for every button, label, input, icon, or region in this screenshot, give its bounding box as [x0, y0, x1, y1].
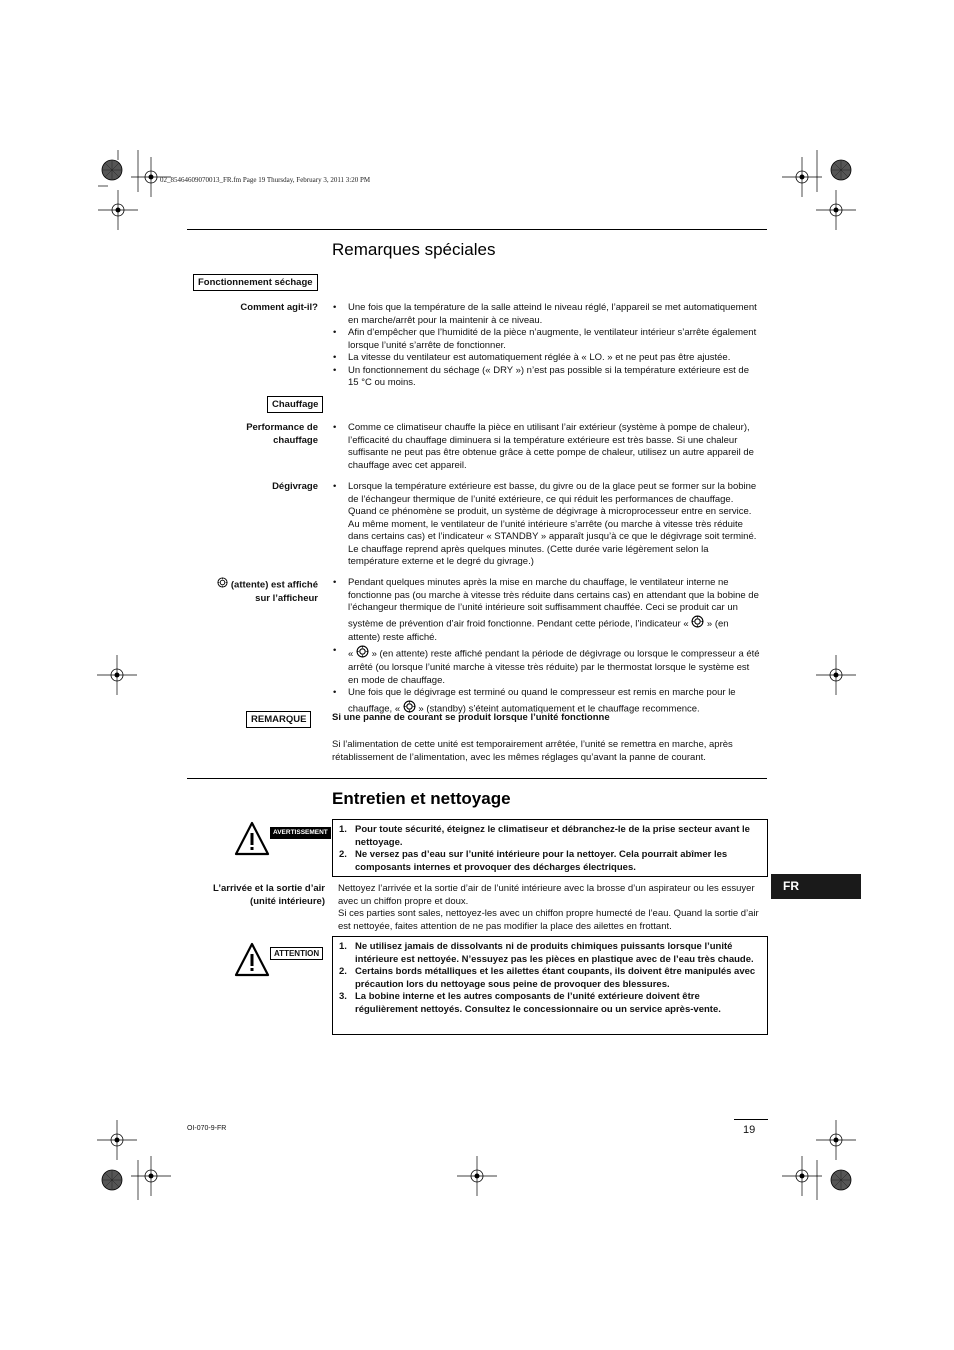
how-bullet-item: • La vitesse du ventilateur est automatiquement réglée à « LO. » et ne peut pas être ajustée.	[332, 352, 760, 365]
file-header-line: 02_85464609070013_FR.fm Page 19 Thursday, February 3, 2011 3:20 PM	[160, 176, 371, 184]
inlet-text: Nettoyez l’arrivée et la sortie d’air de l’unité intérieure avec la brosse d’un aspirateur ou les essuyer avec un chiffon propre et doux. Si ces parties sont sales, nettoyez-les avec un chiffon propre humecté de l’eau. Quand la sortie d’air est nettoyée, faites attention de ne pas modifier la place des ailettes en frottant.	[338, 883, 759, 932]
mid-rule	[187, 778, 767, 779]
caution-box	[332, 936, 768, 1035]
how-bullet-item: • Afin d’empêcher que l’humidité de la pièce n’augmente, le ventilateur intérieur s’arrête également lorsque l’unité s’arrête de fonctionner.	[332, 327, 760, 352]
page-number-rule	[734, 1119, 768, 1120]
standby-gear-icon	[217, 577, 228, 593]
standby-bullet-2: • « » (en attente) reste affiché pendant la période de dégivrage ou lorsque le compresseur a été arrêté (ou lorsque l’unité marche à vitesse très réduite) par le thermostat lorsque le système est en mode de chauffage.	[332, 645, 760, 688]
tag-attention: ATTENTION	[270, 947, 323, 960]
label-comment-agit: Comment agit-il?	[240, 302, 318, 313]
tag-chauffage: Chauffage	[267, 396, 323, 413]
how-bullet-item: • Un fonctionnement du séchage (« DRY ») n’est pas possible si la température extérieure est de 15 °C ou moins.	[332, 365, 760, 390]
standby-gear-icon	[691, 615, 704, 633]
section-title-remarques: Remarques spéciales	[332, 240, 496, 259]
tag-remarque: REMARQUE	[246, 711, 311, 728]
page-number: 19	[743, 1124, 756, 1136]
top-rule	[187, 229, 767, 230]
warning-item: 1. Pour toute sécurité, éteignez le climatiseur et débranchez-le de la prise secteur avant le nettoyage.	[339, 824, 750, 848]
label-arrivee-sortie-air: L’arrivée et la sortie d’air (unité intérieure)	[213, 883, 325, 907]
note-text: Si l’alimentation de cette unité est temporairement arrêtée, l’unité se remettra en marche, après rétablissement de l’alimentation, avec les mêmes réglages qu’avant la panne de courant.	[332, 739, 733, 763]
how-bullets	[332, 302, 760, 390]
warning-triangle-icon	[234, 821, 270, 857]
standby-bullets	[332, 577, 760, 717]
defrost-bullet-item: • Lorsque la température extérieure est basse, du givre ou de la glace peut se former sur la bobine de l’échangeur thermique de l’unité extérieure, ce qui réduit les performances de chauffage. Quand ce phénomène se produit, un système de dégivrage à microprocesseur entre en service. Au même moment, le ventilateur de l’unité intérieure s’arrête (ou marche à vitesse très réduite dans certains cas) et l’indicateur « STANDBY » apparaît jusqu’à ce que le dégivrage soit terminé. Le chauffage reprend après quelques minutes. (Cette durée varie légèrement selon la température externe et le degré du givrage.)	[332, 481, 760, 569]
label-degivrage: Dégivrage	[272, 481, 318, 492]
tag-fonctionnement-sechage: Fonctionnement séchage	[193, 274, 318, 291]
caution-item: 2. Certains bords métalliques et les ailettes étant coupants, ils doivent être manipulés avec précaution lors du nettoyage sous peine de provoquer des blessures.	[339, 966, 756, 990]
label-standby-display: (attente) est affiché sur l’afficheur	[173, 577, 318, 605]
caution-item: 3. La bobine interne et les autres composants de l’unité extérieure doivent être régulièrement nettoyés. Consultez le concessionnaire ou un service après-vente.	[339, 991, 721, 1015]
warning-item: 2. Ne versez pas d’eau sur l’unité intérieure pour la nettoyer. Cela pourrait abîmer les composants internes et provoquer des décharges électriques.	[339, 849, 728, 873]
warning-box	[332, 819, 768, 877]
section-title-entretien: Entretien et nettoyage	[332, 789, 511, 808]
standby-gear-icon	[356, 645, 369, 663]
language-tab-fr: FR	[771, 874, 861, 899]
caution-item: 1. Ne utilisez jamais de dissolvants ni de produits chimiques puissants lorsque l’unité intérieure est nettoyée. N’essuyez pas les pièces en plastique avec de l’eau très chaude.	[339, 941, 754, 965]
label-performance-chauffage: Performance de chauffage	[246, 422, 318, 446]
caution-triangle-icon	[234, 942, 270, 978]
standby-bullet-1: • Pendant quelques minutes après la mise en marche du chauffage, le ventilateur interne ne fonctionne pas (ou marche à vitesse très réduite dans certains cas) en attendant que la bobine de l’échangeur thermique de l’unité intérieure soit suffisamment chauffée. Ceci se produit car un système de prévention d’air froid fonctionne. Pendant cette période, l’indicateur « » (en attente) reste affiché.	[332, 577, 760, 645]
perf-bullet-item: • Comme ce climatiseur chauffe la pièce en utilisant l’air extérieur (système à pompe de chaleur), l’efficacité du chauffage diminuera si la température extérieure est très basse. Si une chaleur suffisante ne peut pas être obtenue grâce à cette pompe de chaleur, utilisez un autre appareil de chauffage avec cet appareil.	[332, 422, 760, 472]
defrost-bullet	[332, 481, 760, 569]
standby-bullet-3: • Une fois que le dégivrage est terminé ou quand le compresseur est remis en marche pour le chauffage, « » (standby) s’éteint automatiquement et le chauffage recommence.	[332, 687, 760, 717]
how-bullet-item: • Une fois que la température de la salle atteind le niveau réglé, l’appareil se met automatiquement en marche/arrêt pour la maintenir à ce niveau.	[332, 302, 760, 327]
corner-dial-icon	[102, 160, 122, 180]
footer-doc-code: OI-070-9-FR	[187, 1125, 227, 1132]
tag-avertissement: AVERTISSEMENT	[270, 827, 331, 839]
note-title: Si une panne de courant se produit lorsque l’unité fonctionne	[332, 712, 610, 723]
perf-bullet	[332, 422, 760, 472]
